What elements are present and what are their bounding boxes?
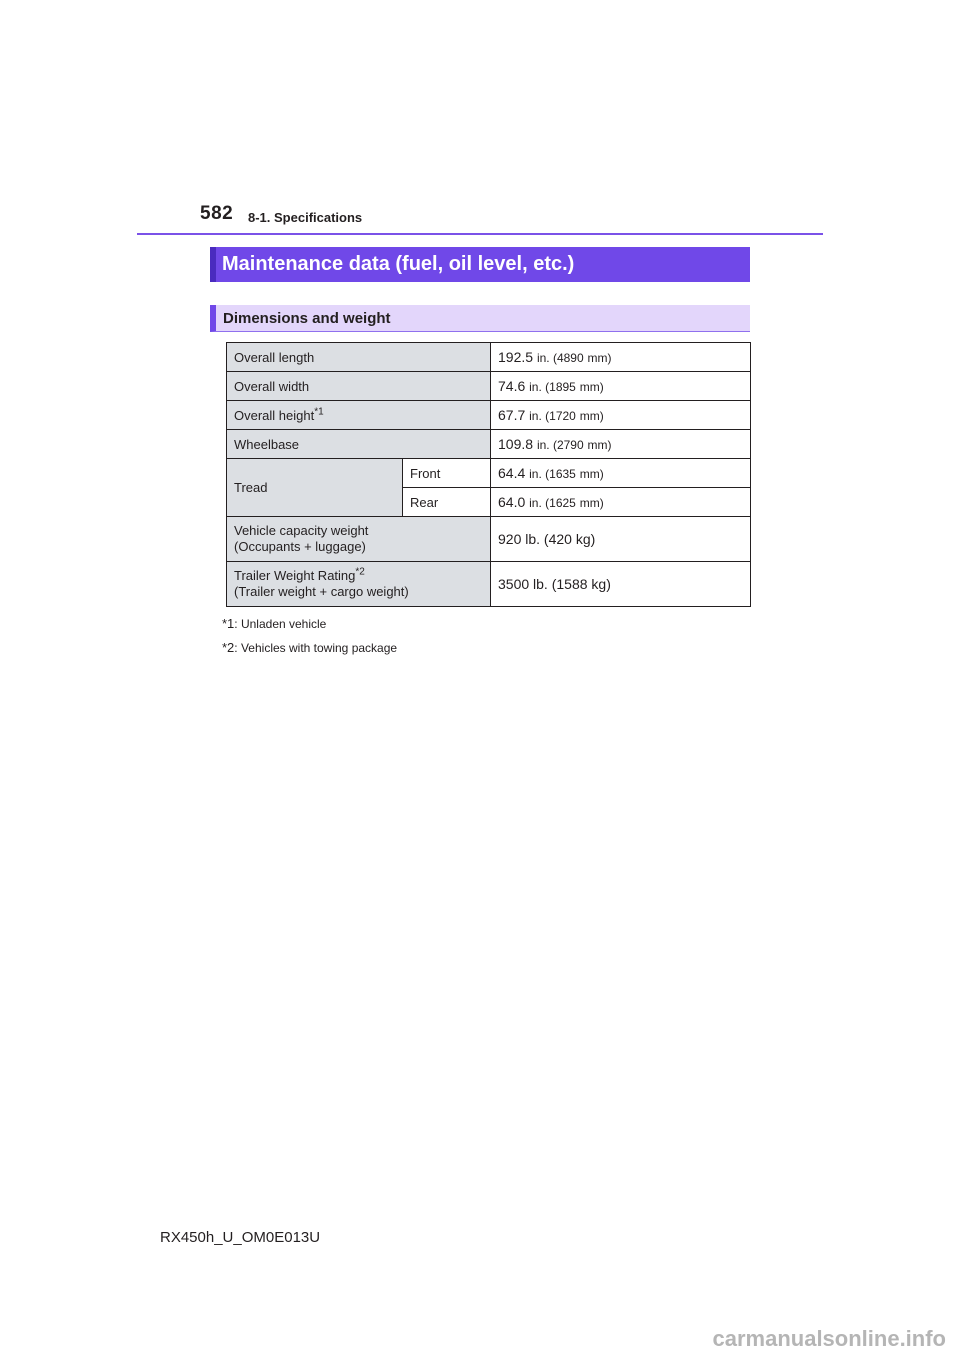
footnote-ref: *1	[314, 406, 324, 418]
row-value: 64.0 in. (1625 mm)	[491, 488, 751, 517]
row-label: Overall height$^{*1}$	[227, 401, 491, 430]
section-title-bar	[210, 247, 750, 282]
footnote-mark: *1	[222, 616, 235, 631]
row-value: 74.6 in. (1895 mm)	[491, 372, 751, 401]
table-row	[227, 430, 751, 459]
watermark: carmanualsonline.info	[712, 1326, 946, 1351]
row-value: 920 lb. (420 kg)	[491, 517, 751, 562]
table-row	[227, 401, 751, 430]
table-row	[227, 459, 751, 488]
table-row	[227, 372, 751, 401]
dimensions-table	[226, 342, 751, 607]
row-sublabel: Rear	[403, 488, 491, 517]
table-row	[227, 343, 751, 372]
footnote	[222, 616, 326, 631]
subsection-title-bar	[210, 305, 750, 332]
row-label: Vehicle capacity weight (Occupants + luggage)	[227, 517, 491, 562]
footnote-text: : Unladen vehicle	[234, 617, 327, 631]
footnote-ref: *2	[355, 566, 365, 578]
row-label: Tread	[227, 459, 403, 517]
section-label: 8-1. Specifications	[248, 210, 363, 225]
table-row	[227, 517, 751, 562]
row-value: 3500 lb. (1588 kg)	[491, 562, 751, 607]
footnote-text: : Vehicles with towing package	[234, 641, 398, 655]
row-sublabel: Front	[403, 459, 491, 488]
row-label: Wheelbase	[227, 430, 491, 459]
row-value: 64.4 in. (1635 mm)	[491, 459, 751, 488]
table-row	[227, 562, 751, 607]
row-value: 109.8 in. (2790 mm)	[491, 430, 751, 459]
manual-code: RX450h_U_OM0E013U	[160, 1229, 321, 1246]
row-value: 67.7 in. (1720 mm)	[491, 401, 751, 430]
row-label: Trailer Weight Rating$^{*2}$ (Trailer weight + cargo weight)	[227, 562, 491, 607]
section-title: Maintenance data (fuel, oil level, etc.)	[222, 253, 575, 275]
header-divider	[137, 233, 823, 235]
subsection-title: Dimensions and weight	[223, 310, 391, 327]
page-number: 582	[200, 203, 234, 224]
footnote	[222, 640, 397, 655]
row-label: Overall length	[227, 343, 491, 372]
row-label: Overall width	[227, 372, 491, 401]
footnote-mark: *2	[222, 640, 235, 655]
row-value: 192.5 in. (4890 mm)	[491, 343, 751, 372]
